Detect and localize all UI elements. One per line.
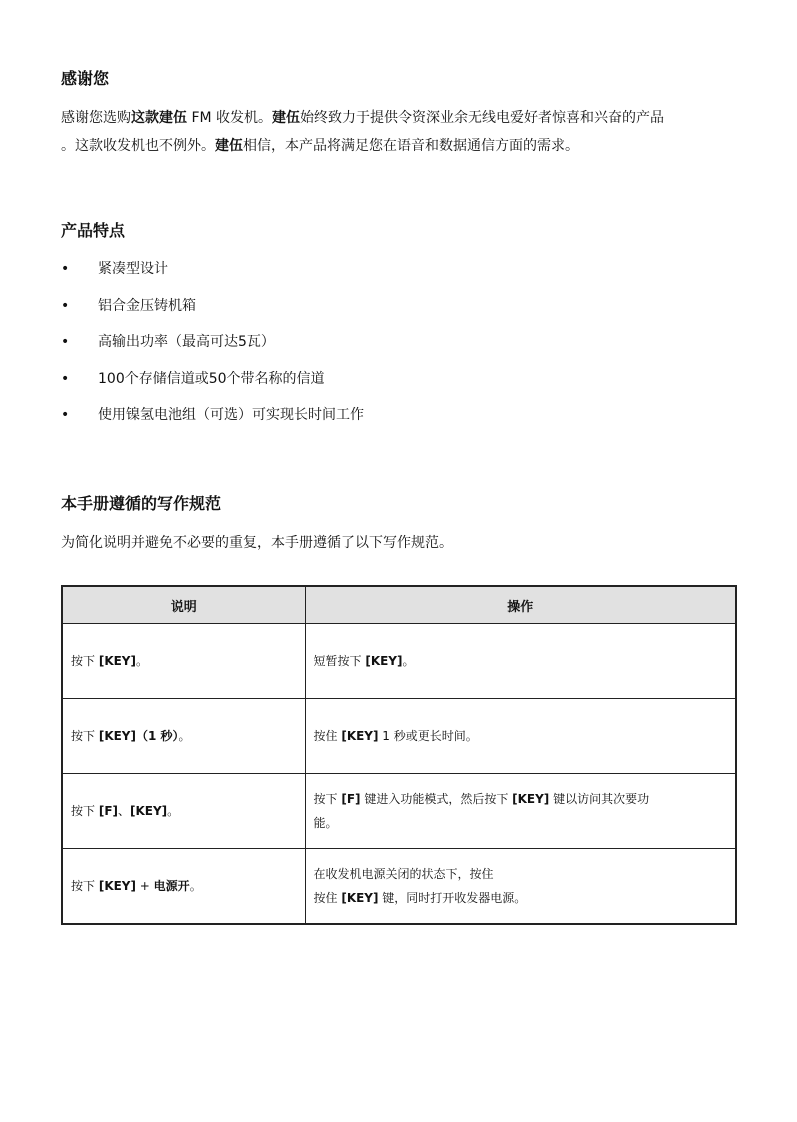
- column-header-operation: 操作: [305, 586, 736, 624]
- feature-text: 紧凑型设计: [98, 261, 168, 277]
- features-heading: 产品特点: [61, 221, 126, 240]
- cell-line: [314, 649, 728, 673]
- table-row: [62, 849, 736, 925]
- feature-text: 高输出功率（最高可达5瓦）: [98, 334, 275, 350]
- bullet-icon: •: [61, 334, 70, 350]
- cell-line: [314, 787, 728, 811]
- text-run: 键以访问其次要功: [549, 792, 650, 806]
- bold-text: 建伍: [272, 110, 301, 126]
- cell-line: [71, 799, 297, 823]
- bold-text: [KEY]: [130, 804, 168, 818]
- bold-text: [KEY]: [341, 729, 379, 743]
- bold-text: 建伍: [215, 138, 243, 154]
- text-run: 。: [167, 804, 180, 818]
- bold-text: [F]: [98, 804, 118, 818]
- cell-line: [314, 724, 728, 748]
- text-run: 。: [135, 654, 148, 668]
- cell-line: [71, 874, 297, 898]
- bold-text: [KEY]: [512, 792, 550, 806]
- text-run: 始终致力于提供令资深业余无线电爱好者惊喜和兴奋的产品: [300, 110, 665, 126]
- operation-cell: [305, 624, 736, 699]
- text-run: 按下: [71, 654, 99, 668]
- list-item: [61, 294, 364, 331]
- text-run: 键进入功能模式，然后按下: [360, 792, 513, 806]
- list-item: [61, 367, 364, 404]
- cell-line: [71, 724, 297, 748]
- text-run: 按下: [71, 879, 99, 893]
- text-run: 相信，本产品将满足您在语音和数据通信方面的需求。: [243, 138, 579, 154]
- operation-cell: [305, 699, 736, 774]
- description-cell: [62, 849, 305, 925]
- operation-cell: [305, 774, 736, 849]
- cell-line: [314, 862, 728, 886]
- text-run: 。: [402, 654, 415, 668]
- thanks-paragraph: [61, 104, 753, 160]
- text-run: 按下: [313, 792, 342, 806]
- bold-text: [F]: [341, 792, 361, 806]
- bold-text: [KEY]: [365, 654, 403, 668]
- column-header-description: 说明: [62, 586, 305, 624]
- features-list: [61, 257, 364, 440]
- description-cell: [62, 699, 305, 774]
- table-header-row: [62, 586, 736, 624]
- list-item: [61, 403, 364, 440]
- list-item: [61, 257, 364, 294]
- conventions-intro: 为简化说明并避免不必要的重复，本手册遵循了以下写作规范。: [61, 535, 453, 551]
- text-run: 按下: [71, 804, 99, 818]
- text-run: 感谢您选购: [61, 110, 131, 126]
- table-row: [62, 624, 736, 699]
- text-run: 。: [178, 729, 191, 743]
- conventions-heading: 本手册遵循的写作规范: [61, 494, 222, 513]
- text-run: FM 收发机。: [187, 110, 273, 126]
- table-row: [62, 699, 736, 774]
- text-run: 在收发机电源关闭的状态下，按住: [313, 867, 494, 881]
- text-run: 按住: [313, 891, 342, 905]
- text-run: 按下: [71, 729, 99, 743]
- feature-text: 100个存储信道或50个带名称的信道: [98, 370, 325, 387]
- cell-line: [314, 811, 728, 835]
- text-run: 。这款收发机也不例外。: [61, 138, 215, 154]
- cell-line: [71, 649, 297, 673]
- text-run: 、: [118, 804, 131, 818]
- bullet-icon: •: [61, 407, 70, 423]
- description-cell: [62, 624, 305, 699]
- bullet-icon: •: [61, 370, 70, 387]
- text-run: 键，同时打开收发器电源。: [378, 891, 527, 905]
- bullet-icon: •: [61, 261, 70, 277]
- text-run: 按住: [313, 729, 342, 743]
- bold-text: 这款建伍: [131, 110, 187, 126]
- text-run: 。: [189, 879, 202, 893]
- feature-text: 铝合金压铸机箱: [98, 297, 196, 314]
- thanks-line-2: [61, 132, 753, 160]
- description-cell: [62, 774, 305, 849]
- table-row: [62, 774, 736, 849]
- bold-text: [KEY]: [341, 891, 379, 905]
- conventions-table: [61, 585, 737, 925]
- text-run: 能。: [313, 816, 338, 830]
- cell-line: [314, 886, 728, 910]
- text-run: +: [135, 879, 154, 893]
- bold-text: [KEY]: [98, 654, 136, 668]
- text-run: 短暂按下: [313, 654, 366, 668]
- feature-text: 使用镍氢电池组（可选）可实现长时间工作: [98, 407, 364, 423]
- thanks-heading: 感谢您: [61, 69, 110, 88]
- list-item: [61, 330, 364, 367]
- bold-text: [KEY]: [98, 879, 136, 893]
- thanks-line-1: [61, 104, 753, 132]
- bullet-icon: •: [61, 297, 70, 314]
- text-run: 1 秒或更长时间。: [378, 729, 478, 743]
- bold-text: [KEY]（1 秒）: [98, 729, 179, 743]
- operation-cell: [305, 849, 736, 925]
- bold-text: 电源开: [153, 879, 190, 893]
